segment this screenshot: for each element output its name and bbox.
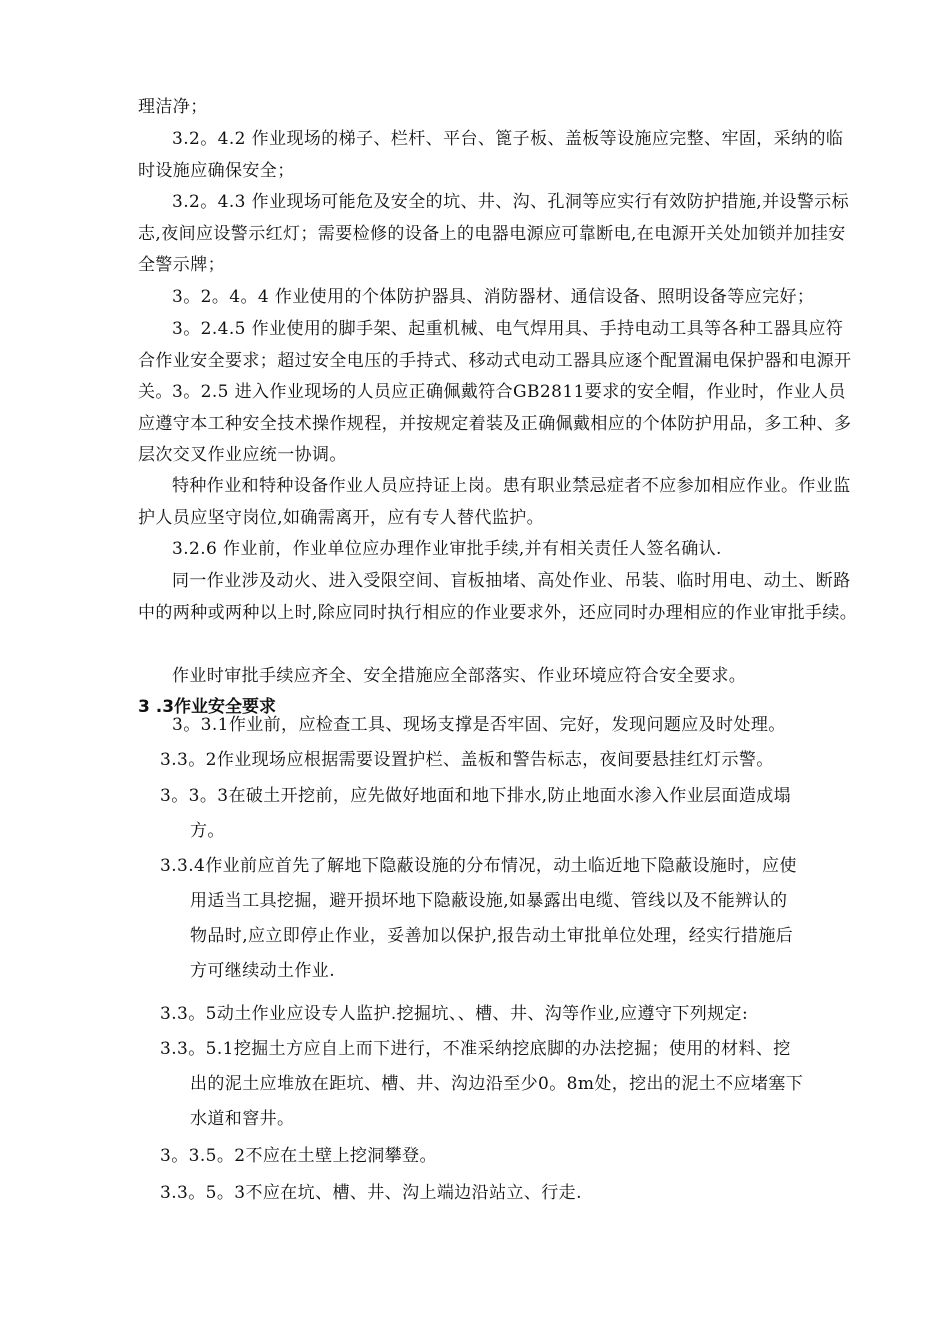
list-item-text-continued: 物品时,应立即停止作业，妥善加以保护,报告动土审批单位处理，经实行措施后 [190, 926, 794, 946]
list-item-text: 3.3。5.1挖掘土方应自上而下进行，不准采纳挖底脚的办法挖掘；使用的材料、挖 [160, 1039, 791, 1059]
paragraph-approval-requirements: 作业时审批手续应齐全、安全措施应全部落实、作业环境应符合安全要求。 [172, 666, 747, 686]
list-item-text: 3.3。5。3不应在坑、槽、井、沟上端边沿站立、行走. [160, 1183, 582, 1203]
list-item-text: 3。3。3在破土开挖前，应先做好地面和地下排水,防止地面水渗入作业层面造成塌 [160, 786, 792, 806]
list-item [160, 779, 860, 849]
list-item-text-continued: 水道和窨井。 [190, 1109, 295, 1129]
list-item [160, 849, 860, 989]
list-item-text: 3。3.1作业前，应检查工具、现场支撑是否牢固、完好，发现问题应及时处理。 [172, 715, 786, 735]
list-item [160, 1176, 860, 1211]
list-item-text-continued: 方。 [190, 821, 225, 841]
paragraph-3-2-4-3: 3.2。4.3 作业现场可能危及安全的坑、井、沟、孔洞等应实行有效防护措施,并设警示标志,夜间应设警示红灯；需要检修的设备上的电器电源应可靠断电,在电源开关处加锁并加挂安全警示牌； [138, 192, 850, 275]
list-item [160, 1032, 860, 1137]
list-item-text: 3.3。2作业现场应根据需要设置护栏、盖板和警告标志，夜间要悬挂红灯示警。 [160, 750, 774, 770]
list-item [160, 743, 860, 778]
paragraph-special-operations: 特种作业和特种设备作业人员应持证上岗。患有职业禁忌症者不应参加相应作业。作业监护人员应坚守岗位,如确需离开，应有专人替代监护。 [138, 476, 851, 528]
list-item-text: 3。3.5。2不应在土壁上挖洞攀登。 [160, 1146, 437, 1166]
paragraph-3-2-4-5: 3。2.4.5 作业使用的脚手架、起重机械、电气焊用具、手持电动工具等各种工器具应符合作业安全要求；超过安全电压的手持式、移动式电动工器具应逐个配置漏电保护器和电源开关。 [138, 319, 852, 402]
list-item-text-continued: 出的泥土应堆放在距坑、槽、井、沟边沿至少0。8m处，挖出的泥土不应堵塞下 [190, 1074, 804, 1094]
section-heading: 3 .3作业安全要求 [138, 697, 277, 717]
paragraph-multiple-operations: 同一作业涉及动火、进入受限空间、盲板抽堵、高处作业、吊装、临时用电、动土、断路中的两种或两种以上时,除应同时执行相应的作业要求外，还应同时办理相应的作业审批手续。 [138, 571, 858, 623]
paragraph-3-2-6: 3.2.6 作业前，作业单位应办理作业审批手续,并有相关责任人签名确认. [172, 539, 722, 559]
list-item-text-continued: 方可继续动土作业. [190, 961, 336, 981]
paragraph-3-2-5: 3。2.5 进入作业现场的人员应正确佩戴符合GB2811要求的安全帽，作业时，作业人员应遵守本工种安全技术操作规程，并按规定着装及正确佩戴相应的个体防护用品，多工种、多层次交叉作业应统一协调。 [138, 382, 852, 465]
list-item [172, 708, 872, 743]
paragraph-continuation: 理洁净； [138, 97, 208, 117]
list-item [160, 1139, 860, 1174]
paragraph-3-2-4-2: 3.2。4.2 作业现场的梯子、栏杆、平台、篦子板、盖板等设施应完整、牢固，采纳的临时设施应确保安全； [138, 129, 844, 181]
list-item-text: 3.3。5动土作业应设专人监护.挖掘坑、、槽、井、沟等作业,应遵守下列规定: [160, 1004, 749, 1024]
list-item-text: 3.3.4作业前应首先了解地下隐蔽设施的分布情况，动土临近地下隐蔽设施时，应使 [160, 856, 797, 876]
paragraph-3-2-4-4: 3。2。4。4 作业使用的个体防护器具、消防器材、通信设备、照明设备等应完好； [172, 287, 815, 307]
list-item-text-continued: 用适当工具挖掘，避开损坏地下隐蔽设施,如暴露出电缆、管线以及不能辨认的 [190, 891, 788, 911]
list-item [160, 997, 860, 1032]
